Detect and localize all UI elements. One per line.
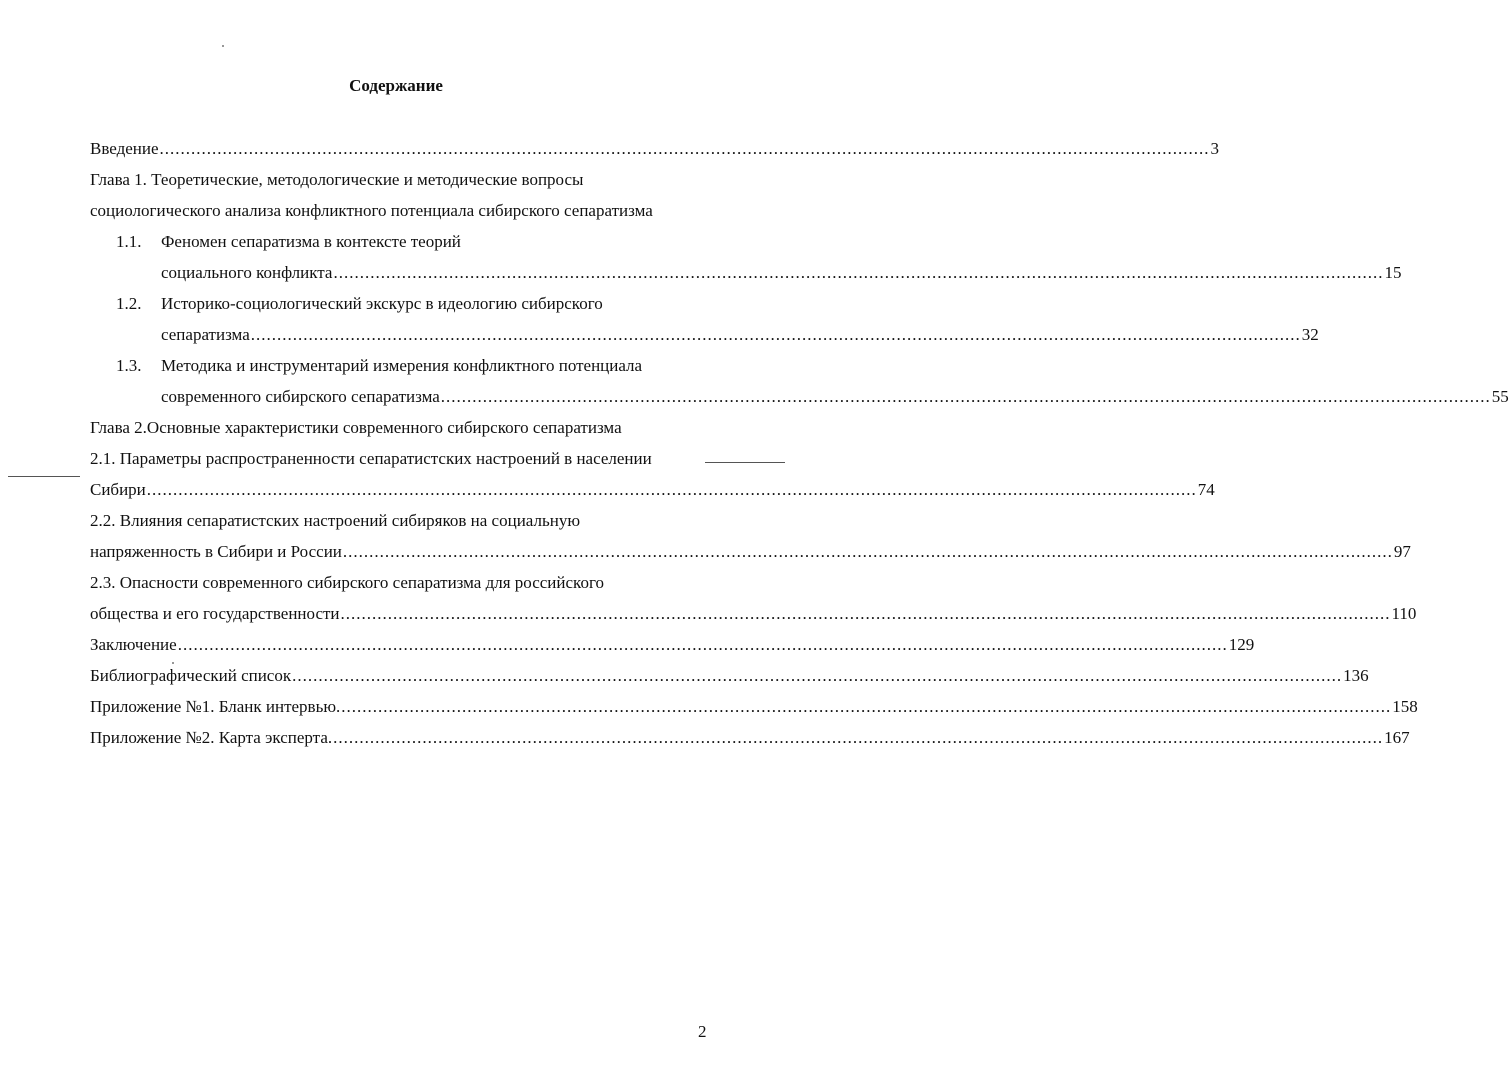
toc-entry-label: социального конфликта — [161, 263, 333, 282]
toc-chapter-1-line-1[interactable]: Глава 1. Теоретические, методологические и методические вопросы — [90, 170, 584, 189]
dot-leader: ........................................................................................................................................................................................................ — [333, 263, 1384, 282]
toc-entry-intro[interactable] — [90, 138, 1220, 160]
toc-entry-label: сепаратизма — [161, 325, 250, 344]
toc-page-number: 74 — [1197, 480, 1215, 499]
toc-page-number: 158 — [1392, 697, 1418, 716]
toc-entry-appendix-2[interactable] — [90, 727, 1410, 749]
toc-entry-label: Приложение №2. Карта эксперта. — [90, 728, 333, 747]
dot-leader: ........................................................................................................................................................................................................ — [250, 325, 1301, 344]
scan-artifact-line — [8, 476, 80, 477]
scan-artifact-line — [705, 462, 785, 463]
toc-chapter-1-line-2[interactable]: социологического анализа конфликтного потенциала сибирского сепаратизма — [90, 201, 653, 220]
toc-page-number: 3 — [1210, 139, 1220, 158]
toc-entry-label: современного сибирского сепаратизма — [161, 387, 440, 406]
toc-entry-section-1-1[interactable] — [161, 262, 1402, 284]
toc-section-2-2-line-1[interactable]: 2.2. Влияния сепаратистских настроений сибиряков на социальную — [90, 511, 581, 530]
toc-section-1-3-line-1[interactable]: Методика и инструментарий измерения конфликтного потенциала — [161, 356, 643, 375]
dot-leader: ........................................................................................................................................................................................................ — [341, 697, 1392, 716]
toc-section-1-2-line-1[interactable]: Историко-социологический экскурс в идеологию сибирского — [161, 294, 603, 313]
toc-entry-section-1-3[interactable] — [161, 386, 1509, 408]
dot-leader: ........................................................................................................................................................................................................ — [159, 139, 1210, 158]
toc-page-number: 129 — [1228, 635, 1255, 654]
toc-entry-label: Введение — [90, 139, 159, 158]
toc-page-number: 136 — [1343, 666, 1369, 685]
toc-section-1-1-line-1[interactable]: Феномен сепаратизма в контексте теорий — [161, 232, 461, 251]
toc-chapter-2[interactable]: Глава 2.Основные характеристики современного сибирского сепаратизма — [90, 418, 622, 437]
toc-entry-appendix-1[interactable] — [90, 696, 1418, 718]
page-title: Содержание — [349, 76, 443, 95]
dot-leader: ........................................................................................................................................................................................................ — [342, 542, 1393, 561]
page-number: 2 — [698, 1022, 707, 1041]
toc-section-2-3-line-1[interactable]: 2.3. Опасности современного сибирского сепаратизма для российского — [90, 573, 604, 592]
dot-leader: ........................................................................................................................................................................................................ — [146, 480, 1197, 499]
toc-entry-section-1-2[interactable] — [161, 324, 1319, 346]
toc-page-number: 97 — [1393, 542, 1411, 561]
toc-page-number: 32 — [1301, 325, 1319, 344]
dot-leader: ........................................................................................................................................................................................................ — [292, 666, 1343, 685]
scan-speck — [222, 45, 224, 47]
dot-leader: ........................................................................................................................................................................................................ — [440, 387, 1491, 406]
toc-entry-section-2-1[interactable] — [90, 479, 1215, 501]
toc-section-number: 1.3. — [116, 356, 142, 375]
toc-section-number: 1.2. — [116, 294, 142, 313]
toc-entry-section-2-3[interactable] — [90, 603, 1417, 625]
dot-leader: ........................................................................................................................................................................................................ — [333, 728, 1384, 747]
dot-leader: ........................................................................................................................................................................................................ — [340, 604, 1391, 623]
toc-entry-bibliography[interactable] — [90, 665, 1369, 687]
toc-page-number: 167 — [1384, 728, 1410, 747]
toc-entry-label: Сибири — [90, 480, 146, 499]
scan-speck — [172, 662, 174, 664]
toc-page-number: 110 — [1391, 604, 1417, 623]
toc-entry-label: Библиографический список — [90, 666, 292, 685]
toc-entry-label: Заключение — [90, 635, 177, 654]
toc-page-number: 55 — [1491, 387, 1509, 406]
toc-section-number: 1.1. — [116, 232, 142, 251]
toc-entry-label: напряженность в Сибири и России — [90, 542, 342, 561]
toc-section-2-1-line-1[interactable]: 2.1. Параметры распространенности сепаратистских настроений в населении — [90, 449, 652, 468]
toc-entry-section-2-2[interactable] — [90, 541, 1411, 563]
toc-entry-conclusion[interactable] — [90, 634, 1255, 656]
toc-entry-label: общества и его государственности — [90, 604, 340, 623]
toc-entry-label: Приложение №1. Бланк интервью. — [90, 697, 341, 716]
toc-page-number: 15 — [1384, 263, 1402, 282]
dot-leader: ........................................................................................................................................................................................................ — [177, 635, 1228, 654]
